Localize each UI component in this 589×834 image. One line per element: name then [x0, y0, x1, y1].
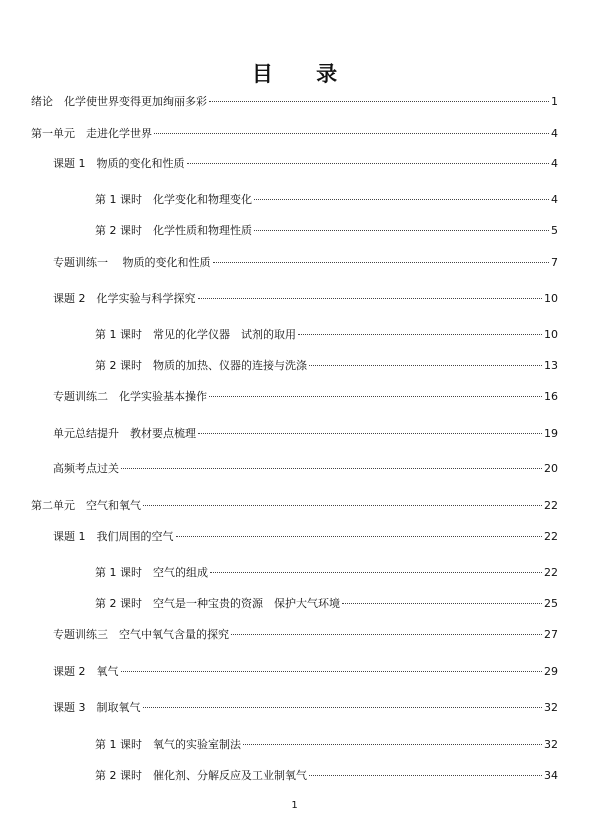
toc-entry-text: 第二单元 空气和氧气: [31, 499, 141, 512]
toc-entry[interactable]: [95, 328, 558, 342]
toc-entry-page: 27: [544, 628, 558, 641]
toc-entry[interactable]: [95, 359, 558, 373]
toc-entry-text: 第 1 课时 常见的化学仪器 试剂的取用: [95, 328, 296, 341]
toc-entry-page: 19: [544, 427, 558, 440]
dot-leader: [154, 133, 549, 134]
toc-entry-page: 1: [551, 95, 558, 108]
toc-entry-text: 课题 1 我们周围的空气: [53, 530, 174, 543]
toc-entry-page: 32: [544, 701, 558, 714]
toc-entry[interactable]: [53, 628, 558, 642]
toc-entry[interactable]: [53, 462, 558, 476]
toc-entry-page: 25: [544, 597, 558, 610]
toc-entry[interactable]: [95, 769, 558, 783]
toc-entry[interactable]: [53, 390, 558, 404]
dot-leader: [198, 298, 543, 299]
toc-entry[interactable]: [95, 193, 558, 207]
dot-leader: [210, 572, 542, 573]
toc-entry-page: 13: [544, 359, 558, 372]
dot-leader: [213, 262, 550, 263]
toc-entry[interactable]: [53, 292, 558, 306]
toc-entry[interactable]: [95, 597, 558, 611]
toc-entry-page: 34: [544, 769, 558, 782]
toc-entry[interactable]: [31, 127, 558, 141]
toc-entry-text: 第 2 课时 催化剂、分解反应及工业制氧气: [95, 769, 307, 782]
dot-leader: [143, 505, 542, 506]
toc-entry-page: 20: [544, 462, 558, 475]
toc-entry[interactable]: [95, 224, 558, 238]
toc-entry-text: 单元总结提升 教材要点梳理: [53, 427, 196, 440]
toc-entry-page: 5: [551, 224, 558, 237]
toc-entry-page: 4: [551, 193, 558, 206]
toc-entry-page: 22: [544, 499, 558, 512]
toc-entry-text: 第 1 课时 化学变化和物理变化: [95, 193, 252, 206]
toc-entry-text: 第 2 课时 空气是一种宝贵的资源 保护大气环境: [95, 597, 340, 610]
dot-leader: [309, 775, 542, 776]
toc-entry-text: 第 1 课时 氧气的实验室制法: [95, 738, 241, 751]
dot-leader: [209, 396, 542, 397]
toc-entry-page: 10: [544, 292, 558, 305]
toc-entry-page: 4: [551, 157, 558, 170]
toc-entry-text: 课题 1 物质的变化和性质: [53, 157, 185, 170]
toc-entry-text: 第 1 课时 空气的组成: [95, 566, 208, 579]
toc-entry[interactable]: [95, 738, 558, 752]
toc-entry[interactable]: [53, 427, 558, 441]
dot-leader: [143, 707, 543, 708]
toc-entry[interactable]: [53, 530, 558, 544]
toc-entry-page: 7: [551, 256, 558, 269]
dot-leader: [231, 634, 542, 635]
dot-leader: [254, 199, 549, 200]
dot-leader: [121, 468, 542, 469]
toc-entry-text: 课题 2 化学实验与科学探究: [53, 292, 196, 305]
page-number: 1: [291, 800, 298, 811]
toc-entry-text: 第一单元 走进化学世界: [31, 127, 152, 140]
toc-entry-page: 32: [544, 738, 558, 751]
dot-leader: [243, 744, 542, 745]
toc-entry-page: 4: [551, 127, 558, 140]
toc-entry-text: 高频考点过关: [53, 462, 119, 475]
toc-entry[interactable]: [53, 701, 558, 715]
toc-entry-page: 29: [544, 665, 558, 678]
toc-entry-page: 22: [544, 530, 558, 543]
dot-leader: [176, 536, 543, 537]
toc-entry-text: 第 2 课时 化学性质和物理性质: [95, 224, 252, 237]
toc-entry-text: 专题训练一 物质的变化和性质: [53, 256, 211, 269]
toc-entry-page: 10: [544, 328, 558, 341]
toc-entry-text: 专题训练三 空气中氧气含量的探究: [53, 628, 229, 641]
toc-entry-page: 16: [544, 390, 558, 403]
toc-entry-text: 课题 3 制取氧气: [53, 701, 141, 714]
dot-leader: [121, 671, 543, 672]
dot-leader: [209, 101, 549, 102]
toc-entry[interactable]: [95, 566, 558, 580]
dot-leader: [298, 334, 542, 335]
dot-leader: [309, 365, 542, 366]
toc-entry[interactable]: [31, 95, 558, 109]
toc-entry[interactable]: [31, 499, 558, 513]
dot-leader: [187, 163, 550, 164]
dot-leader: [342, 603, 542, 604]
toc-entry[interactable]: [53, 157, 558, 171]
toc-entry-text: 第 2 课时 物质的加热、仪器的连接与洗涤: [95, 359, 307, 372]
toc-entry-text: 专题训练二 化学实验基本操作: [53, 390, 207, 403]
toc-entry-text: 绪论 化学使世界变得更加绚丽多彩: [31, 95, 207, 108]
toc-entry-page: 22: [544, 566, 558, 579]
page-title: 目 录: [251, 62, 356, 86]
toc-entry[interactable]: [53, 256, 558, 270]
toc-entry[interactable]: [53, 665, 558, 679]
dot-leader: [254, 230, 549, 231]
toc-entry-text: 课题 2 氧气: [53, 665, 119, 678]
dot-leader: [198, 433, 542, 434]
